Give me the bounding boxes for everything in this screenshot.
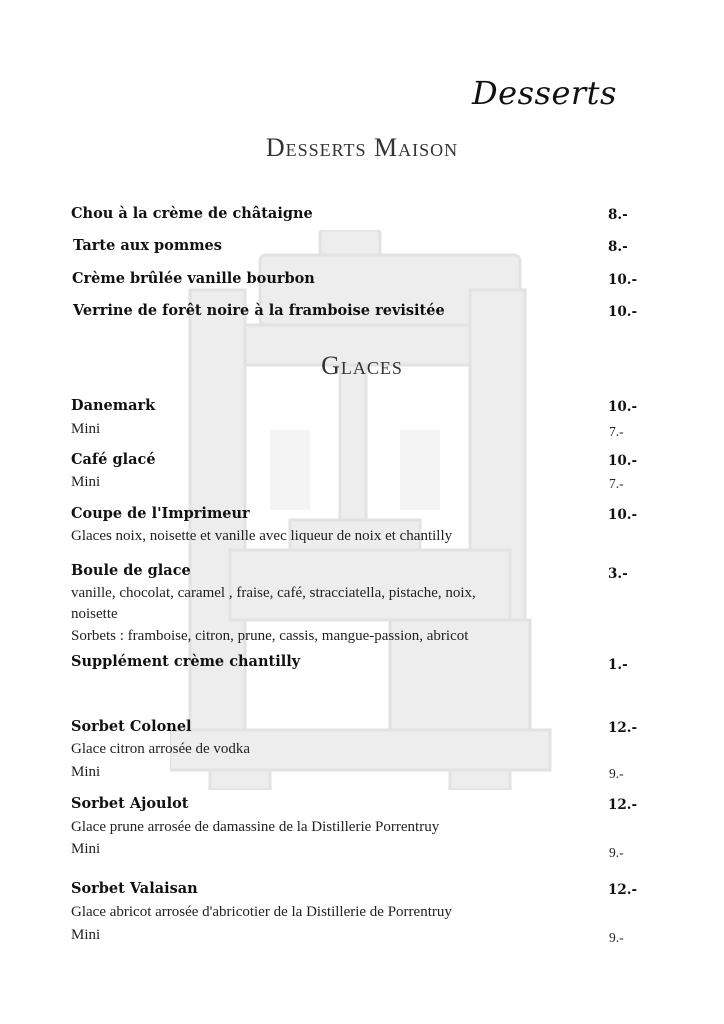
menu-item-name: Supplément crème chantilly	[71, 653, 301, 670]
menu-item-price: 10.-	[608, 304, 638, 320]
menu-item-mini-price: 9.-	[609, 845, 624, 860]
menu-item-price: 12.-	[608, 720, 638, 736]
menu-item-mini-price: 9.-	[609, 766, 624, 781]
menu-item-name: Café glacé	[71, 451, 156, 468]
section-title-glaces: Glaces	[321, 351, 403, 380]
menu-item-price: 10.-	[608, 272, 638, 288]
menu-item-name: Crème brûlée vanille bourbon	[72, 270, 315, 287]
menu-item-price: 12.-	[608, 797, 638, 813]
menu-item-name: Coupe de l'Imprimeur	[71, 505, 250, 522]
menu-item-price: 12.-	[608, 882, 638, 898]
menu-item-price: 3.-	[608, 566, 628, 582]
menu-item-mini-label: Mini	[71, 474, 101, 490]
menu-item-mini-price: 9.-	[609, 930, 624, 945]
menu-item-description: Glace abricot arrosée d'abricotier de la Distillerie de Porrentruy	[71, 904, 452, 920]
menu-item-description: Sorbets : framboise, citron, prune, cassis, mangue-passion, abricot	[71, 628, 469, 644]
menu-item-description: vanille, chocolat, caramel , fraise, café, stracciatella, pistache, noix,	[71, 585, 476, 601]
menu-item-name: Sorbet Ajoulot	[71, 795, 189, 812]
menu-item-description: noisette	[71, 606, 118, 622]
menu-item-name: Sorbet Colonel	[71, 718, 192, 735]
menu-item-description: Glaces noix, noisette et vanille avec liqueur de noix et chantilly	[71, 528, 453, 544]
menu-item-mini-label: Mini	[71, 841, 101, 857]
menu-item-price: 8.-	[608, 207, 628, 223]
menu-item-price: 10.-	[608, 399, 638, 415]
menu-item-mini-label: Mini	[71, 927, 101, 943]
menu-item-price: 8.-	[608, 239, 628, 255]
page-title: Desserts	[472, 74, 617, 112]
menu-item-price: 10.-	[608, 507, 638, 523]
menu-item-name: Boule de glace	[71, 562, 191, 579]
menu-item-mini-label: Mini	[71, 764, 101, 780]
menu-item-description: Glace citron arrosée de vodka	[71, 741, 251, 757]
menu-item-name: Chou à la crème de châtaigne	[71, 205, 313, 222]
menu-item-name: Danemark	[71, 397, 156, 414]
menu-item-name: Sorbet Valaisan	[71, 880, 198, 897]
menu-item-price: 1.-	[608, 657, 628, 673]
menu-item-name: Tarte aux pommes	[73, 237, 222, 254]
menu-item-description: Glace prune arrosée de damassine de la Distillerie Porrentruy	[71, 819, 440, 835]
menu-item-price: 10.-	[608, 453, 638, 469]
menu-item-name: Verrine de forêt noire à la framboise revisitée	[73, 302, 445, 319]
menu-item-mini-price: 7.-	[609, 424, 624, 439]
menu-item-mini-price: 7.-	[609, 476, 624, 491]
menu-item-mini-label: Mini	[71, 421, 101, 437]
section-title-desserts-maison: Desserts Maison	[265, 133, 459, 162]
